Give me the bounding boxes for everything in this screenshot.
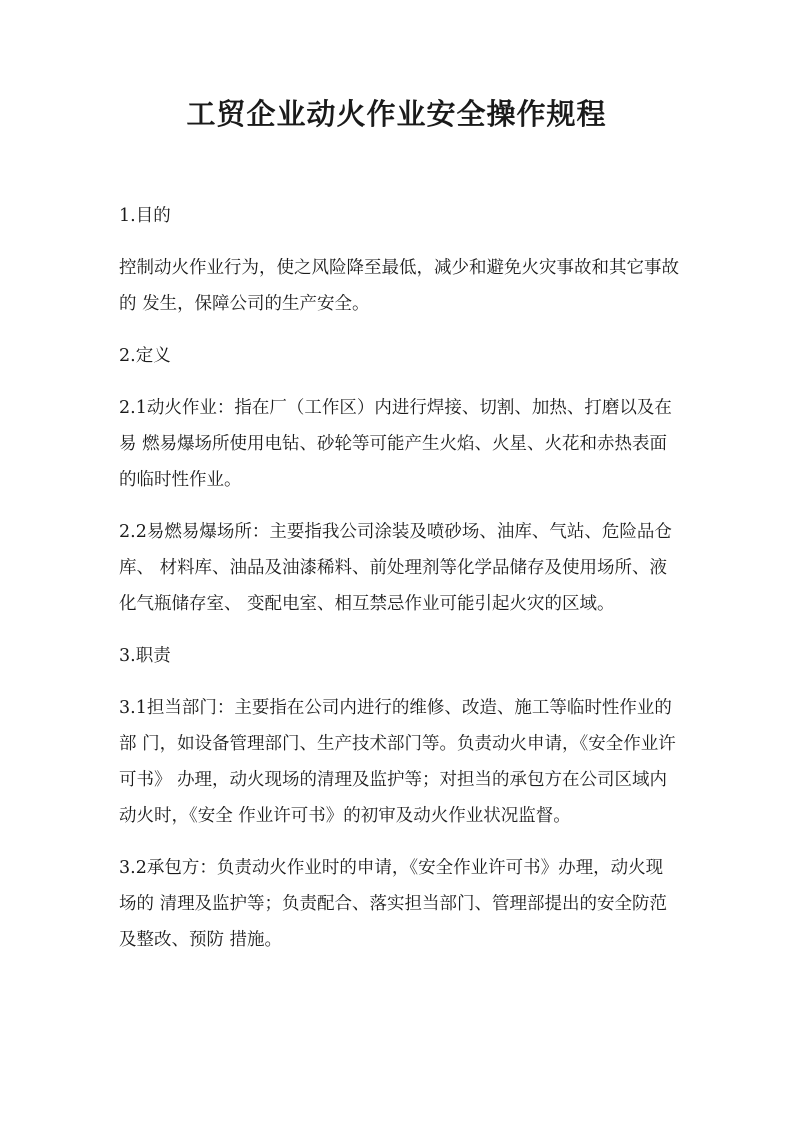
section-heading-definition: 2.定义 [119, 346, 171, 366]
document-title: 工贸企业动火作业安全操作规程 [186, 97, 607, 131]
section-heading-responsibility: 3.职责 [119, 646, 171, 666]
section-heading-purpose: 1.目的 [119, 206, 171, 226]
paragraph-definition-2-2: 2.2易燃易爆场所：主要指我公司涂装及喷砂场、油库、气站、危险品仓库、 材料库、油品及油漆稀料、前处理剂等化学品储存及使用场所、液化气瓶储存室、 变配电室、相互禁忌作业可能引起火灾的区域。 [119, 522, 672, 614]
paragraph-responsibility-3-2: 3.2承包方：负责动火作业时的申请，《安全作业许可书》办理，动火现场的 清理及监护等；负责配合、落实担当部门、管理部提出的安全防范及整改、预防 措施。 [119, 858, 668, 950]
paragraph-responsibility-3-1: 3.1担当部门：主要指在公司内进行的维修、改造、施工等临时性作业的部 门，如设备管理部门、生产技术部门等。负责动火申请，《安全作业许可书》 办理，动火现场的清理及监护等；对担当的承包方在公司区域内动火时，《安全 作业许可书》的初审及动火作业状况监督。 [119, 698, 676, 826]
paragraph-definition-2-1: 2.1动火作业：指在厂（工作区）内进行焊接、切割、加热、打磨以及在易 燃易爆场所使用电钻、砂轮等可能产生火焰、火星、火花和赤热表面的临时性作业。 [119, 398, 672, 490]
document-body [119, 198, 679, 974]
paragraph-purpose: 控制动火作业行为，使之风险降至最低，减少和避免火灾事故和其它事故的 发生，保障公司的生产安全。 [119, 258, 679, 314]
